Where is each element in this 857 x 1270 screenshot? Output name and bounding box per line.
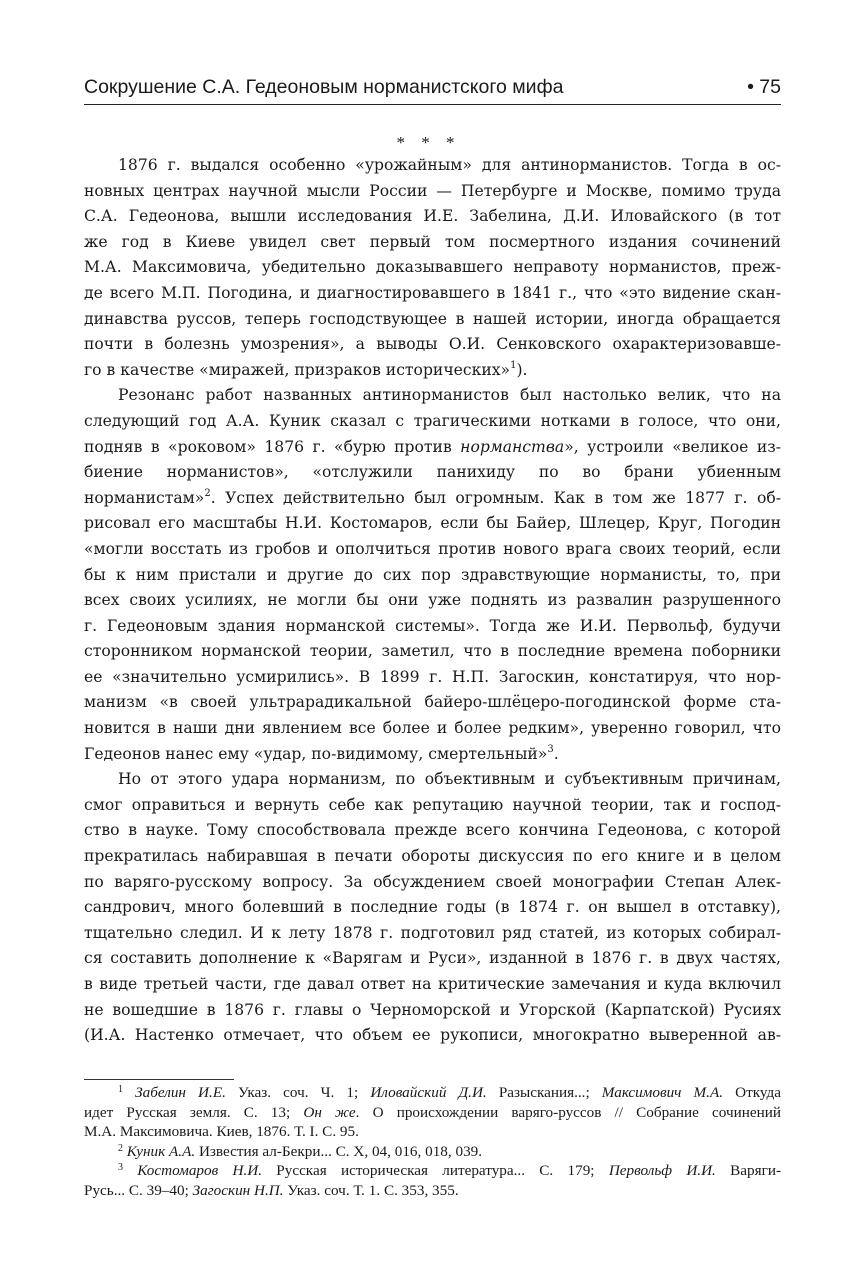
footnote-2	[84, 1142, 781, 1162]
text-line: смог оправиться и вернуть себе как репутацию научной теории, так и господ-	[84, 795, 781, 814]
author-name: Забелин И.Е.	[135, 1084, 226, 1101]
text-line: рисовал его масштабы Н.И. Костомаров, если бы Байер, Шлецер, Круг, Погодин	[84, 514, 781, 533]
footnote-marker: 2	[118, 1142, 123, 1154]
text-line: сторонником норманской теории, заметил, что в последние времена поборники	[84, 642, 781, 661]
author-name: Костомаров Н.И.	[137, 1162, 262, 1179]
text-line: г. Гедеоновым здания норманской системы». Тогда же И.И. Первольф, будучи	[84, 616, 781, 635]
text-segment: », устроили «великое из-	[564, 437, 782, 456]
body-text	[84, 153, 781, 1049]
text-line: М.А. Максимовича, убедительно доказывавшего неправоту норманистов, преж-	[84, 258, 781, 277]
text-line: по варяго-русскому вопросу. За обсуждением своей монографии Степан Алек-	[84, 872, 781, 891]
text-line: Резонанс работ названных антинорманистов был настолько велик, что на	[118, 386, 781, 405]
paragraph-1	[84, 153, 781, 383]
text-segment: норманистам»	[84, 488, 205, 507]
text-segment: Разыскания...;	[486, 1084, 602, 1101]
text-line: бы к ним пристали и другие до сих пор здравствующие норманисты, то, при	[84, 565, 781, 584]
text-segment: Русская историческая литература... С. 179;	[262, 1162, 609, 1179]
text-segment: Указ. соч. Ч. 1;	[225, 1084, 371, 1101]
text-segment: Известия ал-Бекри... С. X, 04, 016, 018, 039.	[195, 1142, 483, 1160]
paragraph-3	[84, 767, 781, 1049]
footnote-marker: 1	[118, 1084, 123, 1095]
footnotes	[84, 1083, 781, 1200]
footnote-ref-3[interactable]: 3	[547, 743, 554, 755]
text-line: тщательно следил. И к лету 1878 г. подготовил ряд статей, из которых собирал-	[84, 923, 781, 942]
text-line: следующий год А.А. Куник сказал с трагическими нотками в голосе, что они,	[84, 411, 781, 430]
footnote-line	[84, 1103, 781, 1123]
text-line: ство в науке. Тому способствовала прежде всего кончина Гедеонова, с которой	[84, 821, 781, 840]
text-line: новных центрах научной мысли России — Петербурге и Москве, помимо труда	[84, 181, 781, 200]
author-name: Куник А.А.	[126, 1142, 196, 1160]
text-line	[84, 358, 781, 384]
text-line: не вошедшие в 1876 г. главы о Черноморской и Угорской (Карпатской) Русиях	[84, 1000, 781, 1019]
author-name: Загоскин Н.П.	[192, 1181, 284, 1199]
text-line: С.А. Гедеонова, вышли исследования И.Е. Забелина, Д.И. Иловайского (в тот	[84, 207, 781, 226]
section-separator: * * *	[396, 133, 461, 152]
text-segment: . О происхождении варяго-руссов // Собрание сочинений	[355, 1103, 782, 1121]
text-segment: идет Русская земля. С. 13;	[84, 1103, 304, 1121]
text-line: в виде третьей части, где давал ответ на критические замечания и куда включил	[84, 975, 781, 993]
text-segment: Варяги-	[715, 1162, 782, 1179]
footnote-marker: 3	[118, 1162, 123, 1173]
text-segment: .	[553, 744, 559, 763]
text-line: ее «значительно усмирились». В 1899 г. Н.П. Загоскин, констатируя, что нор-	[84, 667, 781, 686]
footnote-ref-1[interactable]: 1	[510, 359, 517, 371]
text-line: 1876 г. выдался особенно «урожайным» для антинорманистов. Тогда в ос-	[118, 156, 781, 174]
text-line: де всего М.П. Погодина, и диагностировавшего в 1841 г., что «это видение скан-	[84, 283, 781, 302]
footnote-1	[84, 1083, 781, 1103]
header-rule	[84, 104, 781, 105]
emphasis-text: норманства	[460, 437, 565, 456]
text-line: (И.А. Настенко отмечает, что объем ее рукописи, многократно выверенной ав-	[84, 1026, 781, 1045]
text-segment: Гедеонов нанес ему «удар, по-видимому, смертельный»	[84, 744, 548, 763]
page-number: • 75	[747, 76, 781, 98]
text-line: сандрович, много болевший в последние годы (в 1874 г. он вышел в отставку),	[84, 898, 781, 917]
text-line: новится в наши дни явлением все более и более редким», уверенно говорил, что	[84, 719, 781, 738]
text-segment: Откуда	[723, 1084, 781, 1101]
footnote-ref-2[interactable]: 2	[204, 487, 211, 499]
author-name: Максимович М.А.	[601, 1084, 724, 1101]
text-segment: Указ. соч. Т. 1. С. 353, 355.	[283, 1181, 459, 1199]
text-segment: го в качестве «миражей, призраков исторических»	[84, 360, 511, 379]
paragraph-2	[84, 383, 781, 767]
text-segment: подняв в «роковом» 1876 г. «бурю против	[84, 437, 461, 456]
text-line: динавства руссов, теперь господствующее в нашей истории, иногда обращается	[84, 309, 781, 328]
text-segment: ).	[516, 360, 528, 379]
footnote-3	[84, 1161, 781, 1181]
text-line: манизм «в своей ультрарадикальной байеро-шлёцеро-погодинской форме ста-	[84, 693, 781, 712]
footnote-rule	[84, 1079, 234, 1080]
text-line: же год в Киеве увидел свет первый том посмертного издания сочинений	[84, 232, 781, 251]
text-line: прекратилась набиравшая в печати обороты дискуссия по его книге и в целом	[84, 847, 781, 866]
text-line	[84, 742, 781, 768]
text-segment: Русь... С. 39–40;	[84, 1181, 193, 1199]
author-name: Иловайский Д.И.	[370, 1084, 487, 1101]
footnote-line	[84, 1181, 781, 1201]
text-line: «могли восстать из гробов и ополчиться против нового врага своих теорий, если	[84, 539, 781, 558]
author-name: Он же	[303, 1103, 356, 1121]
running-header-title: Сокрушение С.А. Гедеоновым норманистского мифа	[84, 76, 564, 98]
author-name: Первольф И.И.	[608, 1162, 716, 1179]
text-segment: . Успех действительно был огромным. Как в том же 1877 г. об-	[210, 488, 781, 507]
text-line	[84, 486, 781, 512]
text-line	[84, 435, 781, 461]
text-line: ся составить дополнение к «Варягам и Руси», изданной в 1876 г. в двух частях,	[84, 949, 781, 968]
text-line: Но от этого удара норманизм, по объективным и субъективным причинам,	[118, 770, 781, 789]
text-line: почти в болезнь умозрения», а выводы О.И. Сенковского охарактеризовавше-	[84, 335, 781, 354]
text-line: всех своих усилиях, не могли бы они уже поднять из развалин разрушенного	[84, 591, 781, 610]
text-line: биение норманистов», «отслужили панихиду по во брани убиенным	[84, 463, 781, 482]
footnote-line: М.А. Максимовича. Киев, 1876. Т. I. С. 95.	[84, 1123, 359, 1140]
